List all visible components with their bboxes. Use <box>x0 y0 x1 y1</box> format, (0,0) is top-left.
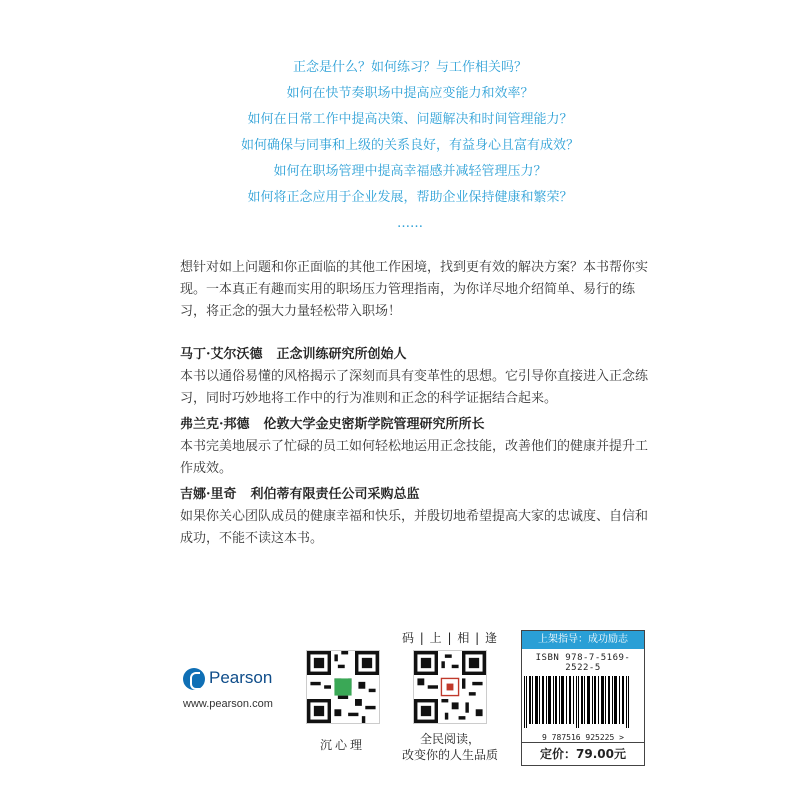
reviewer-name: 吉娜·里奇 <box>180 487 237 502</box>
qr-code-icon <box>414 651 486 723</box>
barcode-icon <box>522 676 632 728</box>
qr-label-1: 沉心理 <box>319 738 365 752</box>
review-text: 本书完美地展示了忙碌的员工如何轻松地运用正念技能，改善他们的健康并提升工作成效。 <box>180 439 649 476</box>
pearson-logo-icon <box>183 668 205 690</box>
question-6: 如何将正念应用于企业发展，帮助企业保持健康和繁荣？ <box>247 190 573 205</box>
review-text: 如果你关心团队成员的健康幸福和快乐，并殷切地希望提高大家的忠诚度、自信和成功，不能不读这本书。 <box>180 509 649 546</box>
review-1 <box>180 344 650 410</box>
qr-label-2 <box>385 731 515 763</box>
price-label: 定价：79.00元 <box>522 742 644 765</box>
category-label: 上架指导：成功励志 <box>522 631 644 649</box>
qr-label-2-line-2: 改变你的人生品质 <box>401 748 498 762</box>
reviewer-name: 马丁·艾尔沃德 <box>180 347 263 362</box>
review-3-header <box>180 484 650 506</box>
question-3: 如何在日常工作中提高决策、问题解决和时间管理能力？ <box>247 112 573 127</box>
publisher-name: Pearson <box>209 668 273 687</box>
qr-code-icon <box>307 651 379 723</box>
qr-top-label: 码 | 上 | 相 | 逢 <box>401 631 499 645</box>
question-list <box>220 55 600 237</box>
intro-paragraph: 想针对如上问题和你正面临的其他工作困境，找到更有效的解决方案？本书帮你实现。一本真正有趣而实用的职场压力管理指南，为你详尽地介绍简单、易行的练习，将正念的强大力量轻松带入职场！ <box>180 260 649 319</box>
question-2: 如何在快节奏职场中提高应变能力和效率？ <box>286 86 534 101</box>
reviewer-role: 利伯蒂有限责任公司采购总监 <box>250 487 420 502</box>
question-ellipsis: …… <box>397 216 423 231</box>
qr-code-2[interactable] <box>413 650 487 724</box>
question-1: 正念是什么？如何练习？与工作相关吗？ <box>292 60 527 75</box>
qr-code-1[interactable] <box>306 650 380 724</box>
review-3 <box>180 484 650 550</box>
isbn-number: ISBN 978-7-5169-2522-5 <box>535 653 631 673</box>
isbn-block <box>521 630 645 766</box>
reviewer-name: 弗兰克·邦德 <box>180 417 250 432</box>
question-4: 如何确保与同事和上级的关系良好，有益身心且富有成效？ <box>240 138 579 153</box>
qr-label-2-line-1: 全民阅读， <box>419 732 480 746</box>
review-text: 本书以通俗易懂的风格揭示了深刻而具有变革性的思想。它引导你直接进入正念练习，同时巧妙地将工作中的行为准则和正念的科学证据结合起来。 <box>180 369 649 406</box>
barcode-digits: 9 787516 925225 > <box>542 733 624 742</box>
publisher-url: www.pearson.com <box>183 698 273 710</box>
review-2 <box>180 414 650 480</box>
review-1-header <box>180 344 650 366</box>
question-5: 如何在职场管理中提高幸福感并减轻管理压力？ <box>273 164 547 179</box>
reviewer-role: 伦敦大学金史密斯学院管理研究所所长 <box>263 417 485 432</box>
reviewer-role: 正念训练研究所创始人 <box>276 347 407 362</box>
review-2-header <box>180 414 650 436</box>
